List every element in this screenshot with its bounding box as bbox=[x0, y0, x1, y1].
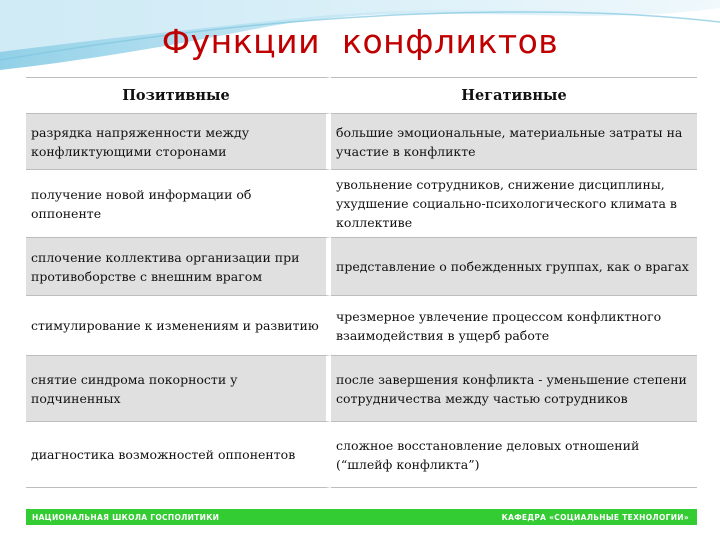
negative-cell: чрезмерное увлечение процессом конфликтного взаимодействия в ущерб работе bbox=[331, 296, 697, 356]
table-header-row bbox=[26, 77, 697, 114]
negative-cell: увольнение сотрудников, снижение дисциплины, ухудшение социально-психологического климата в коллективе bbox=[331, 170, 697, 238]
footer-right-text: КАФЕДРА «СОЦИАЛЬНЫЕ ТЕХНОЛОГИИ» bbox=[501, 513, 689, 522]
table-row bbox=[26, 422, 697, 488]
negative-cell: большие эмоциональные, материальные затраты на участие в конфликте bbox=[331, 114, 697, 170]
negative-cell: представление о побежденных группах, как о врагах bbox=[331, 238, 697, 296]
table-row bbox=[26, 238, 697, 296]
positive-cell: стимулирование к изменениям и развитию bbox=[26, 296, 331, 356]
positive-cell: разрядка напряженности между конфликтующими сторонами bbox=[26, 114, 331, 170]
table-row bbox=[26, 356, 697, 422]
table-row bbox=[26, 170, 697, 238]
positive-cell: сплочение коллектива организации при противоборстве с внешним врагом bbox=[26, 238, 331, 296]
positive-cell: снятие синдрома покорности у подчиненных bbox=[26, 356, 331, 422]
negative-cell: сложное восстановление деловых отношений (“шлейф конфликта”) bbox=[331, 422, 697, 488]
footer-left-text: НАЦИОНАЛЬНАЯ ШКОЛА ГОСПОЛИТИКИ bbox=[32, 513, 220, 522]
table-row bbox=[26, 296, 697, 356]
footer-bar bbox=[26, 509, 697, 525]
header-positive: Позитивные bbox=[26, 77, 331, 114]
positive-cell: получение новой информации об оппоненте bbox=[26, 170, 331, 238]
positive-cell: диагностика возможностей оппонентов bbox=[26, 422, 331, 488]
negative-cell: после завершения конфликта - уменьшение степени сотрудничества между частью сотрудников bbox=[331, 356, 697, 422]
header-negative: Негативные bbox=[331, 77, 697, 114]
table-row bbox=[26, 114, 697, 170]
functions-table bbox=[26, 77, 697, 488]
page-title: Функции конфликтов bbox=[161, 22, 559, 61]
